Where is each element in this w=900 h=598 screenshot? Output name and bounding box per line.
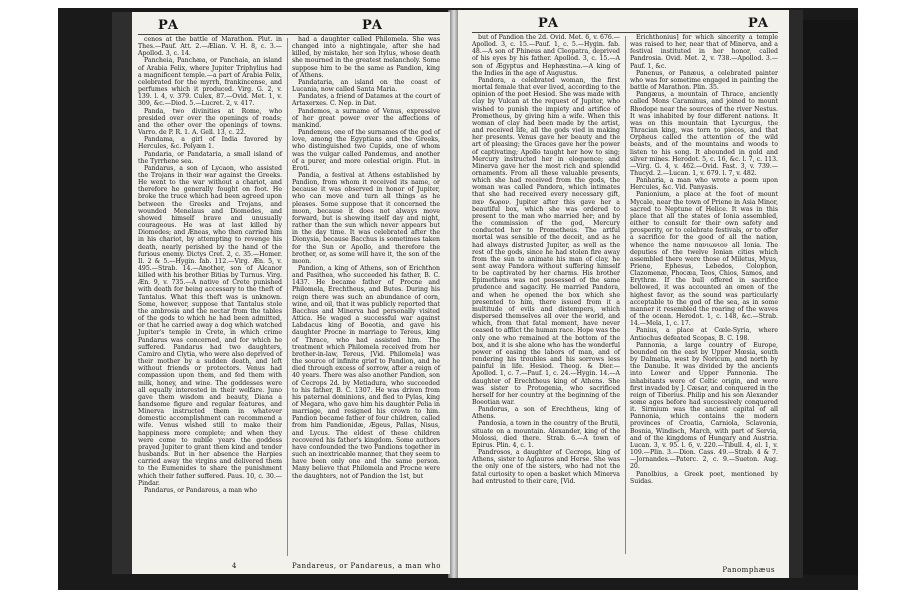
header-rule	[472, 32, 778, 33]
entry-paragraph: had a daughter called Philomela. She was changed into a nightingale, after she had killed, by mistake, her son Itylus, whose death she mourned in the greatest melancholy. Some suppose him to be the same as Pandion, king of Athens.	[292, 36, 440, 79]
catchword: Panomphæus	[722, 566, 775, 574]
entry-paragraph: Panharia, a man who wrote a poem upon Hercules, &c. Vid. Panyasis.	[630, 177, 778, 192]
entry-paragraph: Pandia, a festival at Athens established by Pandion, from whom it received its name, or because it was observed in honor of Jupiter, who can move and turn all things as he pleases. Some suppose that it concerned the moon, because it does not always move forward, but is shewing itself day and night, rather than the sun which never appears but in the day time. It was celebrated after the Dionysia, because Bacchus is sometimes taken for the Sun or Apollo, and therefore the brother, or, as some will have it, the son of the moon.	[292, 171, 440, 265]
catchword: Pandareus, or Pandareus, a man who	[292, 562, 441, 570]
entry-paragraph: Panius, a place at Cœle-Syria, where Antiochus defeated Scopas, B. C. 198.	[630, 327, 778, 342]
entry-paragraph: Pandemos, a surname of Venus, expressive of her great power over the affections of mankind.	[292, 107, 440, 129]
right-page	[458, 10, 803, 578]
column-divider	[625, 36, 626, 554]
entry-paragraph: cenos at the battle of Marathon. Plut. in Thes.—Pauf. Att. 2.—Ælian. V. H. 8, c. 3.—Apollod. 3, c. 14.	[138, 36, 282, 58]
scan-edge-right	[800, 20, 858, 575]
entry-paragraph: Pandaria, or Pandataria, a small island of the Tyrrhene sea.	[138, 150, 282, 165]
running-head-left: PA	[538, 16, 559, 31]
entry-paragraph: Pandion, a king of Athens, son of Erichthon and Pasithea, who succeeded his father, B. C. 1437. He became father of Procne and Philomela, Erechtheus, and Butes. During his reign there was such an abundance of corn, wine, and oil, that it was publicly reported that Bacchus and Minerva had personally visited Attica. He waged a successful war against Labdacus king of Boeotia, and gave his daughter Procne in marriage to Tereus, king of Thrace, who had assisted him. The treatment which Philomela received from her brother-in-law, Tereus, [Vid. Philomela] was the source of infinite grief to Pandion, and he died through excess of sorrow, after a reign of 40 years. There was also another Pandion, son of Cecrops 2d. by Metiadura, who succeeded to his father, B. C. 1307. He was driven from his paternal dominions, and fled to Pylas, king of Megara, who gave him his daughter Pelia in marriage, and resigned his crown to him. Pandion became father of four children, called from him Pandionidæ, Ægeus, Pallas, Nisus, and Lycus. The eldest of these children recovered his father's kingdom. Some authors have confounded the two Pandions together in such an inextricable manner, that they seem to have been only one and the same person. Many believe that Philomela and Procne were the daughters, not of Pandion the 1st, but	[292, 265, 441, 480]
entry-paragraph: Erichthonius] for which sincerity a temple was raised to her, near that of Minerva, and a festival instituted in her honor, called Pandrosia. Ovid. Met. 2, v. 738.—Apollod. 3.—Pauf. 1, &c.	[630, 34, 778, 70]
entry-paragraph: Pandama, a girl of India favored by Hercules, &c. Polyæn 1.	[138, 136, 282, 151]
column-divider	[287, 38, 288, 556]
left-page-column-2	[292, 36, 440, 480]
entry-paragraph: but of Pandion the 2d. Ovid. Met. 6, v. 676.—Apollod. 3, c. 15.—Pauf. 1, c. 5.—Hygin. fab. 48.—A son of Phineus and Cleopatra, deprived of his eyes by his father. Apollod. 3, c. 15.—A son of Ægyptus and Hephæstina.—A king of the Indies in the age of Augustus.	[472, 34, 620, 77]
right-page-column-2	[630, 34, 778, 485]
entry-paragraph: Pandorus, a son of Erechtheus, king of Athens.	[472, 406, 620, 421]
entry-paragraph: Panolbius, a Greek poet, mentioned by Suidas.	[630, 470, 778, 485]
header-rule	[138, 34, 440, 35]
entry-paragraph: Pandates, a friend of Datames at the court of Artaxerxes. C. Nep. in Dat.	[292, 93, 440, 108]
entry-paragraph: Panda, two divinities at Rome, who presided over over the openings of roads; and the other over the openings of towns. Varro. de P. R. 1. A. Gell. 13, c. 22.	[138, 107, 282, 137]
entry-paragraph: Pangæus, a mountain of Thrace, anciently called Mons Caraminus, and joined to mount Rhodope near the sources of the river Nestus. It was inhabited by four different nations. It was on this mountain that Lycurgus, the Thracian king, was torn to pieces, and that Orpheus called the attention of the wild beasts, and of the mountains and woods to listen to his song. It abounded in gold and silver mines. Herodot. 5, c. 16, &c. l. 7, c. 113.—Virg. G. 4, v. 462.—Ovid. Fast. 3, v. 739.—Thucyd. 2.—Lucan. 1, v. 679. l. 7, v. 482.	[630, 91, 778, 177]
entry-paragraph: Pandora, a celebrated woman, the first mortal female that ever lived, according to the opinion of the poet Hesiod. She was made with clay by Vulcan at the request of Jupiter, who wished to punish the impiety and artifice of Prometheus, by giving him a wife. When this woman of clay had been made by the artist, and received life, all the gods vied in making her presents. Venus gave her beauty and the art of pleasing; the Graces gave her the power of captivating; Apollo taught her how to sing; Mercury instructed her in eloquence; and Minerva gave her the most rich and splendid ornaments. From all these valuable presents, which she had received from the gods, the woman was called Pandora, which intimates that she had received every necessary gift, παν δωρον. Jupiter after this gave her a beautiful box, which she was ordered to present to the man who married her; and by the commission of the god, Mercury conducted her to Prometheus. The artful mortal was sensible of the deceit, and as he had always distrusted Jupiter, as well as the rest of the gods, since he had stolen fire away from the sun to animate his man of clay, he sent away Pandora without suffering himself to be captivated by her charms. His brother Epimetheus was not possessed of the same prudence and sagacity. He married Pandora, and when he opened the box which she presented to him, there issued from it a multitude of evils and distempers, which dispersed themselves all over the world, and which, from that fatal moment, have never ceased to afflict the human race. Hope was the only one who remained at the bottom of the box, and it is she alone who has the wonderful power of easing the labors of man, and of rendering his troubles and his sorrows less painful in life. Hesiod. Theog. & Dier.—Apollod. 1, c. 7.—Pauf. 1, c. 24.—Hygin. 14.—A daughter of Erechtheus king of Athens. She was sister to Protogenia, who sacrificed herself for her country at the beginning of the Boeotian war.	[472, 76, 620, 406]
entry-paragraph: Panionium, a place at the foot of mount Mycale, near the town of Priene in Asia Minor, sacred to Neptune of Helice. It was in this place that all the states of Ionia assembled, either to consult for their own safety and prosperity, or to celebrate festivals, or to offer a sacrifice for the good of all the nation, whence the name πανιωνιον all Ionia. The deputies of the twelve Ionian cities which assembled there were those of Miletus, Myus, Priene, Ephesus, Lebedos, Colophon, Clazomenæ, Phocæa, Teos, Chios, Samos, and Erythræ. If the bull offered in sacrifice bellowed, it was accounted an omen of the highest favor, as the sound was particularly acceptable to the god of the sea, as in some manner it resembled the roaring of the waves of the ocean. Herodot. 1, c. 148, &c.—Strab. 14.—Mela, 1, c. 17.	[630, 191, 778, 328]
entry-paragraph: Panenus, or Panæus, a celebrated painter who was for sometime engaged in painting the battle of Marathon. Plin. 35.	[630, 69, 778, 92]
entry-paragraph: Pannonia, a large country of Europe, bounded on the east by Upper Mœsia, south by Dalmatia, west by Noricum, and north by the Danube. It was divided by the ancients into Lower and Upper Pannonia. The inhabitants were of Celtic origin, and were first invaded by J. Cæsar, and conquered in the reign of Tiberius. Philip and his son Alexander some ages before had successively conquered it. Sirmium was the ancient capital of all Pannonia, which contains the modern provinces of Croatia, Carniola, Sclavonia, Bosnia, Windisch, March, with part of Servia, and of the kingdoms of Hungary and Austria. Lucan. 3, v. 95. l. 6, v. 220.—Tibull. 4, el. 1, v. 109.—Plin. 3.—Dion. Cass. 49.—Strab. 4 & 7.—Jornandes.—Paterc. 2, c. 9.—Sueton. Aug. 20.	[630, 341, 778, 471]
right-page-column-1	[472, 34, 620, 485]
running-head-left: PA	[158, 18, 179, 33]
signature-mark: 4	[232, 562, 237, 570]
left-page-column-1	[138, 36, 282, 494]
running-head-right: PA	[362, 18, 383, 33]
entry-paragraph: Pandosia, a town in the country of the Brutii, situate on a mountain. Alexander, king of the Molossi, died there. Strab. 6.—A town of Epirus. Plin. 4, c. 1.	[472, 420, 620, 449]
entry-paragraph: Pancheia, Panchæa, or Panchaia, an island of Arabia Felix, where Jupiter Triphylius had a magnificent temple.—a part of Arabia Felix, celebrated for the myrrh, frankincense, and perfumes which it produced. Virg. G. 2, v. 139. l. 4, v. 379. Culex, 87.—Ovid. Met. 1, v. 309, &c.—Diod. 5.—Lucret. 2, v. 417.	[138, 57, 282, 108]
entry-paragraph: Pandataria, an island on the coast of Lucania, now called Santa Maria.	[292, 78, 440, 94]
entry-paragraph: Pandrosos, a daughter of Cecrops, king of Athens, sister to Aglauros and Herse. She was the only one of the sisters, who had not the fatal curiosity to open a basket which Minerva had entrusted to their care, [Vid.	[472, 449, 620, 485]
entry-paragraph: Pandemus, one of the surnames of the god of love, among the Egyptians and the Greeks, who distinguished two Cupids, one of whom was the vulgar called Pandemus, and another of a purer, and more celestial origin. Plut. in Eroti.	[292, 129, 440, 172]
entry-paragraph: Pandarus, or Pandareus, a man who	[144, 486, 258, 494]
entry-paragraph: Pandarus, a son of Lycaon, who assisted the Trojans in their war against the Greeks. He went to the war without a chariot, and therefore he generally fought on foot. He broke the truce which had been agreed upon between the Greeks and Trojans, and wounded Menelaus and Diomedes, and showed himself brave and unusually courageous. He was at last killed by Diomedes; and Æneas, who then carried him in his chariot, by attempting to revenge his death, nearly perished by the hand of the furious enemy. Dictys Cret. 2, c. 35.—Homer. Il. 2 & 5.—Hygin. fab. 112.—Virg. Æn. 5, v. 495.—Strab. 14.—Another, son of Alcanor killed with his brother Bitias by Turnus. Virg. Æn. 9, v. 735.—A native of Crete punished with death for being accessary to the theft of Tantalus. What this theft was is unknown. Some, however, suppose that Tantalus stole the ambrosia and the nectar from the tables of the gods to which he had been admitted, or that he carried away a dog which watched Jupiter's temple in Crete, in which crime Pandarus was concerned, and for which he suffered. Pandarus had two daughters, Camiro and Clytia, who were also deprived of their mother by a sudden death, and left without friends or protectors. Venus had compassion upon them, and fed them with milk, honey, and wine. The goddesses were all equally interested in their welfare. Juno gave them wisdom and beauty, Diana a handsome figure and regular features, and Minerva instructed them in whatever domestic accomplishment can recommend a wife. Venus wished still to make their happiness more complete; and when they were come to nubile years the goddess prayed Jupiter to grant them kind and tender husbands. But in her absence the Harpies carried away the virgins and delivered them to the Eumenides to share the punishment which their father suffered. Paus. 10, c. 30.—Pindar.	[138, 164, 282, 487]
running-head-right: PA	[748, 16, 769, 31]
left-page	[112, 12, 450, 574]
